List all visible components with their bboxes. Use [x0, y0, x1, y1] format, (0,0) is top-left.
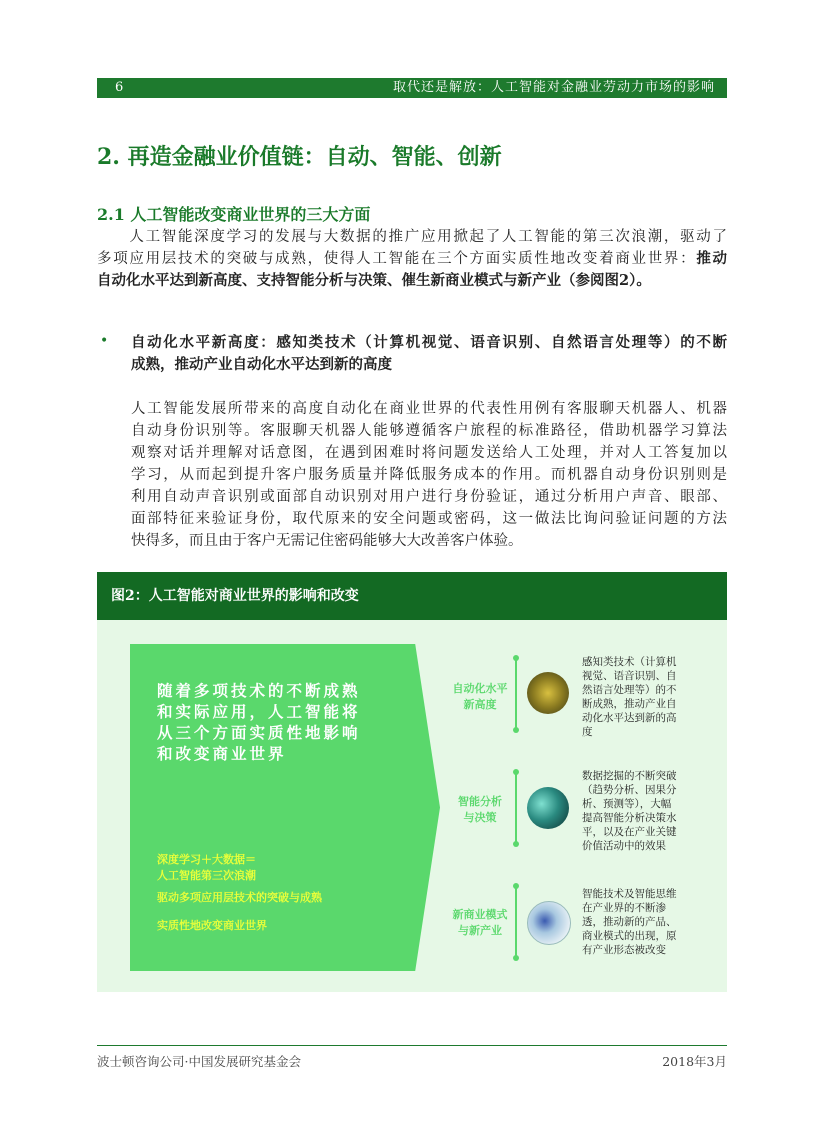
text-line: 有产业形态被改变: [582, 944, 666, 956]
body-paragraph: [131, 398, 727, 552]
aspect-description: [582, 769, 692, 853]
text-line: 面部特征来验证身份，取代原来的安全问题或密码，这一做法比询问验证问题的方法: [131, 511, 727, 527]
text-line: 智能分析: [458, 795, 502, 808]
subsection-title: 2.1 人工智能改变商业世界的三大方面: [97, 205, 371, 224]
figure-note: 实质性地改变商业世界: [157, 919, 267, 932]
bullet-heading: [131, 332, 727, 376]
text-line: 平，以及在产业关键: [582, 826, 677, 838]
text-line: 深度学习＋大数据＝: [157, 853, 256, 866]
text-line: 与决策: [463, 811, 497, 824]
text-line: 自动身份识别等。客服聊天机器人能够遵循客户旅程的标准路径，借助机器学习算法: [131, 423, 727, 439]
bold-line: 自动化水平达到新高度、支持智能分析与决策、催生新商业模式与新产业（参阅图2）。: [97, 272, 651, 289]
text-line: 学习，从而起到提升客户服务质量并降低服务成本的作用。而机器自动身份识别则是: [131, 467, 727, 483]
text-line: 商业模式的出现，原: [582, 930, 677, 942]
running-header: [97, 78, 727, 98]
text-line: 视觉、语音识别、自: [582, 670, 677, 682]
timeline-line: [515, 772, 517, 844]
text-line: 成熟，推动产业自动化水平达到新的高度: [131, 356, 392, 373]
text-line: 价值活动中的效果: [582, 840, 666, 852]
text-line: 感知类技术（计算机: [582, 656, 677, 668]
footer-date: 2018年3月: [662, 1054, 727, 1069]
text-line: 新商业模式: [452, 908, 508, 921]
text-line: 和改变商业世界: [157, 744, 287, 763]
robot-image-icon: [527, 672, 569, 714]
figure-title-bar: [97, 572, 727, 620]
figure-note: [157, 852, 256, 884]
text-line: 析、预测等），大幅: [582, 798, 672, 810]
figure-note: 驱动多项应用层技术的突破与成熟: [157, 891, 322, 904]
text-line: 随着多项技术的不断成熟: [157, 681, 361, 700]
text-line: 自动化水平: [452, 682, 508, 695]
text-line: 智能技术及智能思维: [582, 888, 677, 900]
text-line: 新高度: [463, 698, 497, 711]
text-line: 和实际应用，人工智能将: [157, 702, 361, 721]
text-line: 然语言处理等）的不: [582, 684, 677, 696]
figure-main-text: [157, 680, 361, 764]
footer-publisher: 波士顿咨询公司·中国发展研究基金会: [97, 1054, 301, 1069]
text-line: 自动化水平新高度：感知类技术（计算机视觉、语音识别、自然语言处理等）的不断: [131, 334, 727, 351]
aspect-description: [582, 655, 692, 739]
text-line: 观察对话并理解对话意图，在遇到困难时将问题发送给人工处理，并对人工答复加以: [131, 445, 727, 461]
page-number: 6: [115, 80, 124, 95]
text-line: 从三个方面实质性地影响: [157, 723, 361, 742]
text-line: 动化水平达到新的高: [582, 712, 677, 724]
text-line: 提高智能分析决策水: [582, 812, 677, 824]
text-line: 与新产业: [458, 924, 502, 937]
text-line: 透，推动新的产品、: [582, 916, 677, 928]
aspect-label: [440, 907, 520, 939]
text-line: 利用自动声音识别或面部自动识别对用户进行身份验证，通过分析用户声音、眼部、: [131, 489, 727, 505]
globe-image-icon: [527, 787, 569, 829]
text-line: 度: [582, 726, 593, 738]
aspect-description: [582, 887, 692, 957]
timeline-line: [515, 886, 517, 958]
figure-title: 图2：人工智能对商业世界的影响和改变: [111, 588, 359, 604]
text-line: （趋势分析、因果分: [582, 784, 677, 796]
bold-span: 推动: [696, 250, 728, 267]
text-line: [97, 248, 727, 270]
intro-paragraph: [97, 226, 727, 292]
network-image-icon: [527, 901, 571, 945]
text-span: 多项应用层技术的突破与成熟，使得人工智能在三个方面实质性地改变着商业世界：: [97, 251, 697, 267]
section-title: 2. 再造金融业价值链：自动、智能、创新: [97, 144, 502, 170]
text-line: 人工智能深度学习的发展与大数据的推广应用掀起了人工智能的第三次浪潮，驱动了: [97, 229, 727, 245]
text-line: 人工智能发展所带来的高度自动化在商业世界的代表性用例有客服聊天机器人、机器: [131, 401, 727, 417]
footer-divider: [97, 1045, 727, 1046]
bullet-marker: •: [100, 333, 109, 349]
text-line: 数据挖掘的不断突破: [582, 770, 677, 782]
text-line: 断成熟，推动产业自: [582, 698, 677, 710]
timeline-line: [515, 658, 517, 730]
header-title: 取代还是解放：人工智能对金融业劳动力市场的影响: [392, 80, 715, 95]
text-line: 在产业界的不断渗: [582, 902, 666, 914]
aspect-label: [440, 681, 520, 713]
text-line: 人工智能第三次浪潮: [157, 869, 256, 882]
text-line: 快得多，而且由于客户无需记住密码能够大大改善客户体验。: [131, 533, 523, 549]
aspect-label: [440, 794, 520, 826]
